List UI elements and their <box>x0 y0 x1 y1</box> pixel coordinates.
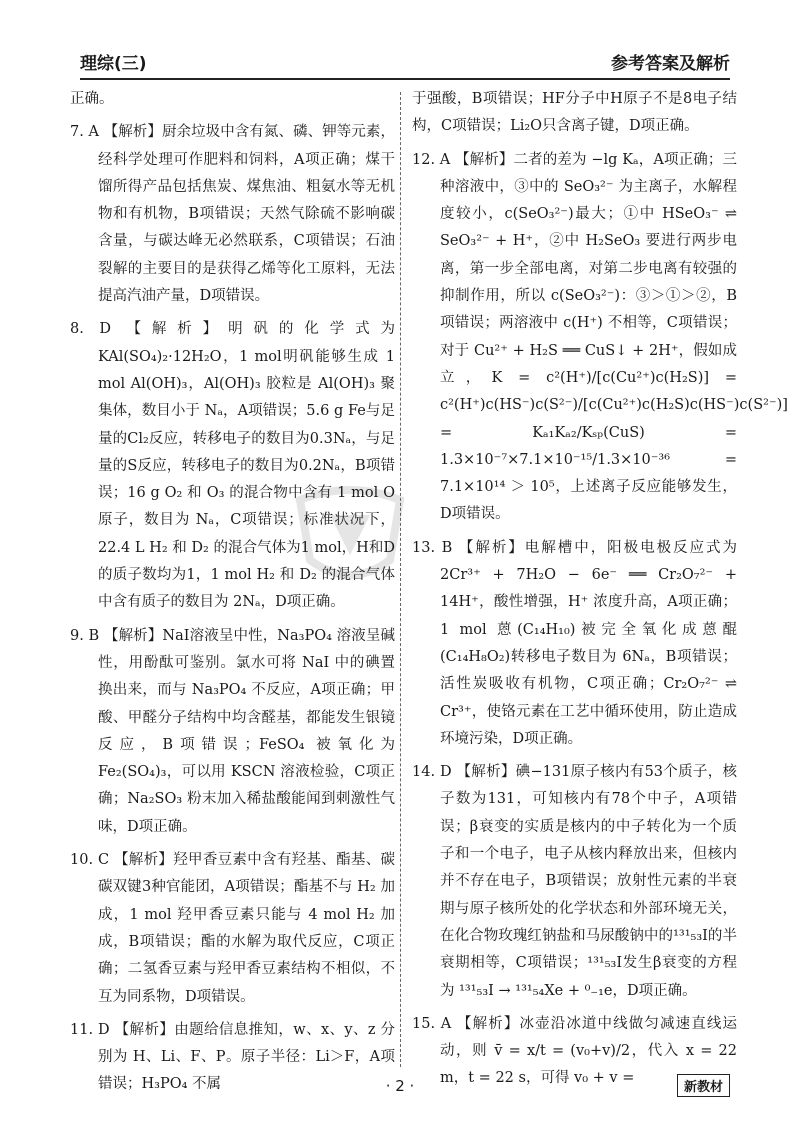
header-title: 参考答案及解析 <box>611 53 730 74</box>
answer-7: 7. A 【解析】厨余垃圾中含有氮、磷、钾等元素，经科学处理可作肥料和饲料，A项正确；煤干馏所得产品包括焦炭、煤焦油、粗氨水等无机物和有机物，B项错误；天然气除硫不影响碳含量，与碳达峰无必然联系，C项错误；石油裂解的主要目的是获得乙烯等化工原料，无法提高汽油产量，D项错误。 <box>70 124 395 305</box>
answer-14: 14. D 【解析】碘−131原子核内有53个质子，核子数为131，可知核内有78个中子，A项错误；β衰变的实质是核内的中子转化为一个质子和一个电子，电子从核内释放出来，但核内并不存在电子，B项错误；放射性元素的半衰期与原子核所处的化学状态和外部环境无关，在化合物玫瑰红钠盐和马尿酸钠中的¹³¹₅₃I的半衰期相等，C项错误；¹³¹₅₃I发生β衰变的方程为 ¹³¹₅₃I → ¹³¹₅₄Xe + ⁰₋₁e，D项正确。 <box>412 764 737 999</box>
answer-12: 12. A 【解析】二者的差为 −lg Kₐ，A项正确；三种溶液中，③中的 SeO₃²⁻ 为主离子，水解程度较小，c(SeO₃²⁻)最大；①中 HSeO₃⁻ ⇌ SeO₃²⁻ + H⁺，②中 H₂SeO₃ 要进行两步电离，第一步全部电离，对第二步电离有较强的抑制作用，所以 c(SeO₃²⁻)：③＞①＞②，B项错误；两溶液中 c(H⁺) 不相等，C项错误；对于 Cu²⁺ + H₂S ══ CuS↓ + 2H⁺，假如成立，K = c²(H⁺)/[c(Cu²⁺)c(H₂S)] = c²(H⁺)c(HS⁻)c(S²⁻)/[c(Cu²⁺)c(H₂S)c(HS⁻)c(S²⁻)] = Kₐ₁Kₐ₂/Kₛₚ(CuS) = 1.3×10⁻⁷×7.1×10⁻¹⁵/1.3×10⁻³⁶ = 7.1×10¹⁴ ＞ 10⁵，上述离子反应能够发生，D项错误。 <box>412 151 788 523</box>
header-subject: 理综(三) <box>80 53 147 74</box>
answer-9: 9. B 【解析】NaI溶液呈中性，Na₃PO₄ 溶液呈碱性，用酚酞可鉴别。氯水可将 NaI 中的碘置换出来，而与 Na₃PO₄ 不反应，A项正确；甲酸、甲醛分子结构中均含醛基，都能发生银镜反应，B项错误；FeSO₄ 被氧化为 Fe₂(SO₄)₃，可以用 KSCN 溶液检验，C项正确；Na₂SO₃ 粉末加入稀盐酸能闻到刺激性气味，D项正确。 <box>70 627 395 835</box>
answer-10: 10. C 【解析】羟甲香豆素中含有羟基、酯基、碳碳双键3种官能团，A项错误；酯基不与 H₂ 加成，1 mol 羟甲香豆素只能与 4 mol H₂ 加成，B项错误；酯的水解为取代反应，C项正确；二氢香豆素与羟甲香豆素结构不相似，不互为同系物，D项错误。 <box>70 852 395 1005</box>
answer-15: 15. A 【解析】冰壶沿冰道中线做匀减速直线运动，则 v̄ = x/t = (v₀+v)/2，代入 x = 22 m，t = 22 s，可得 v₀ + v = <box>412 1015 737 1087</box>
page-number: · 2 · <box>385 1077 415 1095</box>
page-header <box>80 44 730 80</box>
paragraph: 于强酸，B项错误；HF分子中H原子不是8电子结构，C项错误；Li₂O只含离子键，D项正确。 <box>412 91 737 135</box>
answer-13: 13. B 【解析】电解槽中，阳极电极反应式为 2Cr³⁺ + 7H₂O − 6e⁻ ══ Cr₂O₇²⁻ + 14H⁺，酸性增强，H⁺ 浓度升高，A项正确；1 mol 蒽(C₁₄H₁₀)被完全氧化成蒽醌(C₁₄H₈O₂)转移电子数目为 6Nₐ，B项错误；活性炭吸收有机物，C项正确；Cr₂O₇²⁻ ⇌ Cr³⁺，使铬元素在工艺中循环使用，防止造成环境污染，D项正确。 <box>412 539 737 747</box>
answer-11: 11. D 【解析】由题给信息推知，w、x、y、z 分别为 H、Li、F、P。原子半径：Li＞F，A项错误；H₃PO₄ 不属 <box>70 1021 395 1093</box>
left-column <box>70 86 395 1105</box>
paragraph: 正确。 <box>70 91 114 107</box>
answer-8: 8. D 【解析】明矾的化学式为 KAl(SO₄)₂·12H₂O，1 mol明矾能够生成 1 mol Al(OH)₃，Al(OH)₃ 胶粒是 Al(OH)₃ 聚集体，数目小于 Nₐ，A项错误；5.6 g Fe与足量的Cl₂反应，转移电子的数目为0.3Nₐ，与足量的S反应，转移电子的数目为0.2Nₐ，B项错误；16 g O₂ 和 O₃ 的混合物中含有 1 mol O 原子，数目为 Nₐ，C项错误；标准状况下，22.4 L H₂ 和 D₂ 的混合气体为1 mol，H和D的质子数均为1，1 mol H₂ 和 D₂ 的混合气体中含有质子的数目为 2Nₐ，D项正确。 <box>70 321 395 611</box>
watermark-logo-icon <box>290 480 410 590</box>
edition-badge: 新教材 <box>677 1074 730 1097</box>
right-column <box>412 86 788 1099</box>
